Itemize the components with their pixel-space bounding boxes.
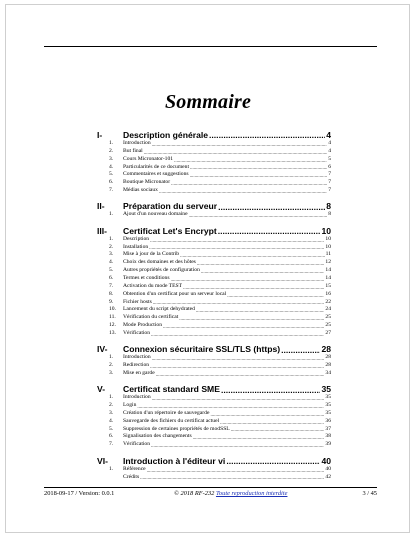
toc-entry[interactable]	[97, 330, 331, 338]
toc-entry-page: 35	[325, 402, 331, 409]
toc-section-heading[interactable]	[97, 199, 331, 211]
toc-entry-title: Autres propriétés de configuration	[123, 267, 200, 274]
toc-section-number: VI-	[97, 455, 108, 466]
toc-section-heading[interactable]	[97, 224, 331, 236]
toc-leader-dots	[174, 159, 327, 164]
toc-entry-number: 9.	[109, 298, 114, 305]
toc-entry-page: 5	[328, 155, 331, 162]
toc-section-title: Connexion sécuritaire SSL/TLS (https)	[123, 344, 281, 355]
toc-leader-dots	[220, 421, 324, 426]
toc-entry-title: Activation du mode TEST	[123, 282, 183, 289]
toc-entry[interactable]	[97, 402, 331, 410]
toc-entry-page: 38	[325, 433, 331, 440]
toc-entry-number: 1.	[109, 354, 114, 361]
toc-entry-page: 7	[328, 179, 331, 186]
toc-entry-page: 16	[325, 290, 331, 297]
toc-leader-dots	[152, 397, 325, 402]
toc-entry-title: Cours Micronator-101	[123, 155, 174, 162]
toc-section-page: 28	[321, 344, 331, 355]
toc-entry-number: 11.	[109, 314, 116, 321]
toc-entry-title: Obtention d'un certificat pour un serveur local	[123, 290, 227, 297]
toc-entry-page: 14	[325, 274, 331, 281]
toc-entry-number: 1.	[109, 465, 114, 472]
toc-entry-number: 1.	[109, 140, 114, 146]
toc-section	[97, 128, 331, 195]
footer-date-version: 2018-09-17 / Version: 0.0.1	[44, 490, 115, 497]
toc-entry-title: Lancement du script dehydrated	[123, 306, 195, 313]
toc-entry-number: 5.	[109, 171, 114, 178]
toc-entry[interactable]	[97, 251, 331, 259]
toc-entry-title: Sauvegarde des fichiers du certificat actuel	[123, 417, 220, 424]
toc-entry-number: 3.	[109, 369, 114, 376]
toc-entry[interactable]	[97, 187, 331, 195]
toc-leader-dots	[190, 166, 327, 171]
toc-entry-title: Vérification	[123, 329, 151, 336]
toc-entry-page: 28	[325, 354, 331, 361]
toc-entry-number: 7.	[109, 187, 114, 194]
toc-section	[97, 454, 331, 482]
toc-entry-page: 10	[325, 235, 331, 242]
toc-entry-number: 6.	[109, 274, 114, 281]
toc-leader-dots	[196, 309, 324, 314]
toc-leader-dots	[152, 143, 328, 148]
toc-section-page: 35	[321, 384, 331, 395]
toc-entry[interactable]	[97, 474, 331, 482]
toc-entry[interactable]	[97, 354, 331, 362]
header-rule	[44, 46, 377, 47]
toc-section-heading[interactable]	[97, 128, 331, 140]
toc-entry-title: Introduction	[123, 394, 151, 401]
toc-entry-number: 5.	[109, 267, 114, 274]
toc-section-number: II-	[97, 201, 105, 212]
toc-leader-dots	[231, 428, 325, 433]
toc-entry-page: 25	[325, 322, 331, 329]
toc-leader-dots	[180, 254, 325, 259]
toc-entry[interactable]	[97, 244, 331, 252]
toc-entry-list	[97, 211, 331, 219]
toc-entry-list	[97, 354, 331, 378]
toc-entry-list	[97, 394, 331, 449]
toc-leader-dots	[190, 174, 328, 179]
toc-entry-title: Signalisation des changements	[123, 433, 192, 440]
toc-entry-page: 42	[325, 473, 331, 480]
toc-entry-page: 4	[328, 147, 331, 154]
toc-entry[interactable]	[97, 211, 331, 219]
toc-entry-title: Particularités de ce document	[123, 163, 190, 170]
toc-entry-page: 8	[328, 211, 331, 218]
toc-entry-title: Mode Production	[123, 322, 162, 329]
toc-entry-number: 7.	[109, 282, 114, 289]
toc-entry[interactable]	[97, 418, 331, 426]
toc-section	[97, 382, 331, 449]
toc-entry-number: 4.	[109, 417, 114, 424]
toc-section-heading[interactable]	[97, 454, 331, 466]
toc-entry-title: Introduction	[123, 140, 151, 146]
toc-leader-dots	[218, 227, 321, 236]
toc-entry[interactable]	[97, 164, 331, 172]
toc-entry-page: 35	[325, 409, 331, 416]
toc-entry-page: 27	[325, 329, 331, 336]
toc-entry-number: 1.	[109, 235, 114, 242]
toc-entry-title: Suppression de certaines propriétés de modSSL	[123, 425, 230, 432]
footer	[44, 490, 377, 499]
toc-entry-number: 3.	[109, 155, 114, 162]
toc-entry-page: 12	[325, 259, 331, 266]
toc-entry[interactable]	[97, 156, 331, 164]
toc-entry-list	[97, 236, 331, 338]
toc-leader-dots	[150, 239, 324, 244]
toc-entry[interactable]	[97, 275, 331, 283]
toc-entry[interactable]	[97, 140, 331, 148]
toc-entry-title: Redirection	[123, 362, 150, 369]
toc-entry-number: 4.	[109, 163, 114, 170]
toc-entry-number: 12.	[109, 322, 116, 329]
toc-entry-title: Choix des domaines et des hôtes	[123, 259, 196, 266]
toc-entry-number: 2.	[109, 402, 114, 409]
toc-section	[97, 199, 331, 219]
toc-section-page: 40	[321, 455, 331, 466]
toc-leader-dots	[226, 457, 320, 466]
toc-entry-title: Introduction	[123, 354, 151, 361]
toc-entry[interactable]	[97, 148, 331, 156]
toc-entry[interactable]	[97, 441, 331, 449]
toc-entry-title: Crédits	[123, 473, 140, 480]
toc-leader-dots	[140, 476, 324, 481]
toc-entry-number: 1.	[109, 211, 114, 218]
toc-leader-dots	[193, 436, 325, 441]
toc-entry[interactable]	[97, 426, 331, 434]
toc-section-title: Certificat Let's Encrypt	[123, 225, 217, 236]
toc-entry-title: Vérification	[123, 441, 151, 448]
toc-leader-dots	[179, 317, 324, 322]
toc-entry-page: 10	[325, 243, 331, 250]
toc-section	[97, 342, 331, 378]
toc-section-heading[interactable]	[97, 342, 331, 354]
toc-section-number: III-	[97, 225, 108, 236]
toc-leader-dots	[150, 365, 324, 370]
toc-leader-dots	[197, 262, 325, 267]
toc-entry-number: 2.	[109, 243, 114, 250]
toc-entry-number: 2.	[109, 147, 114, 154]
footer-copyright	[174, 490, 287, 497]
toc-leader-dots	[218, 203, 325, 212]
toc-leader-dots	[171, 278, 325, 283]
footer-copyright-text: © 2018 RF-232	[174, 490, 215, 497]
toc-entry[interactable]	[97, 314, 331, 322]
toc-leader-dots	[189, 214, 328, 219]
toc-entry[interactable]	[97, 394, 331, 402]
toc-entry-title: Référence	[123, 465, 146, 472]
toc-entry-page: 11	[325, 251, 331, 258]
toc-entry-page: 15	[325, 282, 331, 289]
toc-entry-page: 7	[328, 171, 331, 178]
toc-entry-page: 28	[325, 362, 331, 369]
toc-entry-page: 37	[325, 425, 331, 432]
toc-entry-number: 5.	[109, 425, 114, 432]
footer-link[interactable]: Toute reproduction interdite	[215, 490, 288, 497]
toc-leader-dots	[163, 325, 324, 330]
toc-leader-dots	[221, 386, 320, 395]
toc-entry-number: 2.	[109, 362, 114, 369]
toc-section	[97, 224, 331, 338]
toc-leader-dots	[201, 270, 325, 275]
toc-entry-title: Login	[123, 402, 137, 409]
toc-entry-number: 6.	[109, 433, 114, 440]
toc-entry-number: 3.	[109, 409, 114, 416]
toc-entry[interactable]	[97, 283, 331, 291]
toc-entry-title: Description	[123, 235, 150, 242]
toc-section-heading[interactable]	[97, 382, 331, 394]
toc-entry-title: Fichier hosts	[123, 298, 152, 305]
toc-entry[interactable]	[97, 259, 331, 267]
toc-section-page: 8	[326, 201, 331, 212]
toc-leader-dots	[151, 444, 324, 449]
toc-entry[interactable]	[97, 370, 331, 378]
toc-entry-number: 1.	[109, 394, 114, 401]
toc-entry[interactable]	[97, 410, 331, 418]
toc-section-title: Préparation du serveur	[123, 201, 218, 212]
toc-entry-title: Médias sociaux	[123, 187, 158, 194]
toc-section-title: Certificat standard SME	[123, 384, 220, 395]
toc-entry-page: 39	[325, 441, 331, 448]
toc-section-number: I-	[97, 130, 103, 140]
toc-entry-title: Mise à jour de la Contrib	[123, 251, 180, 258]
toc-entry-page: 25	[325, 314, 331, 321]
toc-leader-dots	[151, 333, 324, 338]
footer-rule	[44, 487, 377, 488]
toc-entry-page: 22	[325, 298, 331, 305]
toc-entry-title: But final	[123, 147, 143, 154]
footer-page-number: 3 / 45	[362, 490, 377, 497]
toc-entry-title: Ajout d'un nouveau domaine	[123, 211, 188, 218]
toc-section-title: Introduction à l'éditeur vi	[123, 455, 226, 466]
toc-entry-number: 8.	[109, 290, 114, 297]
toc-entry[interactable]	[97, 322, 331, 330]
toc-leader-dots	[227, 294, 324, 299]
toc-entry[interactable]	[97, 267, 331, 275]
toc-leader-dots	[209, 131, 325, 140]
toc-entry[interactable]	[97, 291, 331, 299]
toc-section-page: 4	[326, 130, 331, 140]
toc-entry[interactable]	[97, 179, 331, 187]
toc-entry-page: 4	[328, 140, 331, 146]
toc-entry-list	[97, 140, 331, 195]
toc-section-title: Description générale	[123, 130, 209, 140]
toc-entry-page: 7	[328, 187, 331, 194]
page-title: Sommaire	[164, 91, 252, 113]
toc-entry[interactable]	[97, 362, 331, 370]
toc-entry[interactable]	[97, 171, 331, 179]
table-of-contents	[97, 128, 331, 486]
toc-entry-list	[97, 466, 331, 482]
toc-entry[interactable]	[97, 299, 331, 307]
toc-leader-dots	[147, 469, 325, 474]
toc-entry-number: 6.	[109, 179, 114, 186]
toc-entry[interactable]	[97, 306, 331, 314]
toc-entry-title: Boutique Micronator	[123, 179, 171, 186]
toc-leader-dots	[171, 182, 327, 187]
toc-entry-page: 35	[325, 394, 331, 401]
toc-leader-dots	[156, 373, 325, 378]
toc-entry-title: Création d'un répertoire de sauvegarde	[123, 409, 210, 416]
toc-entry-number: 3.	[109, 251, 114, 258]
toc-entry-title: Vérification du certificat	[123, 314, 179, 321]
toc-entry-title: Termes et conditions	[123, 274, 170, 281]
toc-leader-dots	[152, 357, 325, 362]
toc-entry-number: 13.	[109, 329, 116, 336]
toc-entry-title: Installation	[123, 243, 149, 250]
toc-section-number: IV-	[97, 344, 108, 355]
toc-entry-page: 34	[325, 369, 331, 376]
toc-leader-dots	[210, 413, 324, 418]
toc-entry-page: 24	[325, 306, 331, 313]
toc-entry-number: 10.	[109, 306, 116, 313]
toc-entry-number: 4.	[109, 259, 114, 266]
toc-entry-page: 36	[325, 417, 331, 424]
toc-entry[interactable]	[97, 466, 331, 474]
toc-leader-dots	[159, 190, 327, 195]
toc-leader-dots	[281, 346, 320, 355]
toc-entry[interactable]	[97, 236, 331, 244]
toc-entry-page: 6	[328, 163, 331, 170]
toc-section-number: V-	[97, 384, 106, 395]
toc-entry-number: 7.	[109, 441, 114, 448]
toc-entry-page: 40	[325, 465, 331, 472]
toc-entry-title: Mise en garde	[123, 369, 155, 376]
toc-section-page: 10	[321, 225, 331, 236]
toc-entry-page: 14	[325, 267, 331, 274]
toc-entry-title: Commentaires et suggestions	[123, 171, 189, 178]
